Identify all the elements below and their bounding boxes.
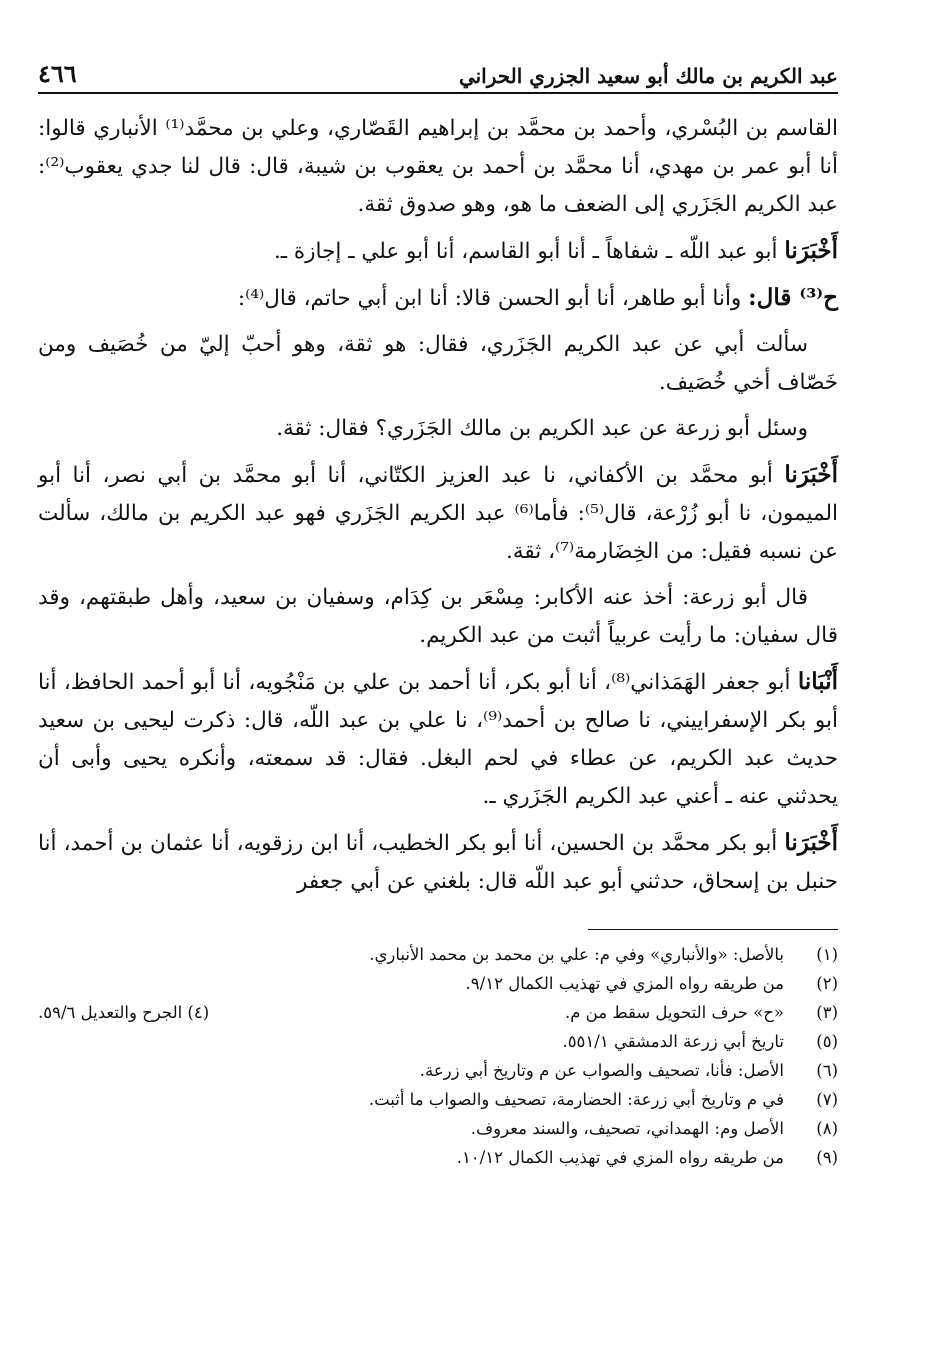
footnote-text: من طريقه رواه المزي في تهذيب الكمال ١٠/١٢. [456,1148,784,1167]
page-header [38,40,838,94]
footnote-separator [588,929,838,930]
footnote [38,1056,838,1085]
paragraph [38,110,838,224]
paragraph [38,279,838,318]
footnote-number: (٩) [816,1148,838,1167]
paragraph-text: سألت أبي عن عبد الكريم الجَزَري، فقال: هو ثقة، وهو أحبّ إليّ من خُصَيف ومن خَصّاف أخي خُصَيف. [38,332,838,395]
page [38,40,838,1330]
footnote-text: الأصل: فأنا، تصحيف والصواب عن م وتاريخ أبي زرعة. [419,1061,784,1080]
footnote-secondary [38,998,209,1027]
footnote-text: من طريقه رواه المزي في تهذيب الكمال ٩/١٢. [465,974,784,993]
footnote-text: «ح» حرف التحويل سقط من م. [564,1003,784,1022]
footnote-text: تاريخ أبي زرعة الدمشقي ٥٥١/١. [562,1032,784,1051]
footnote-number: (٨) [816,1119,838,1138]
paragraph [38,824,838,901]
paragraph-text: أبو بكر محمَّد بن الحسين، أنا أبو بكر الخطيب، أنا ابن رزقويه، أنا عثمان بن أحمد، أنا حنبل بن إسحاق، حدثني أبو عبد اللّه قال: بلغني عن أبي جعفر [38,831,838,894]
paragraph-lead: أَنْبَانا [797,668,838,695]
footnote-number: (٧) [816,1090,838,1109]
footnote [38,969,838,998]
footnote-text: في م وتاريخ أبي زرعة: الحضارمة، تصحيف والصواب ما أثبت. [368,1090,784,1109]
footnote-text: بالأصل: «والأنباري» وفي م: علي بن محمد بن محمد الأنباري. [369,945,784,964]
running-title: عبد الكريم بن مالك أبو سعيد الجزري الحراني [458,64,838,88]
footnote [38,1114,838,1143]
footnote-text: الجرح والتعديل ٥٩/٦. [38,1003,183,1022]
footnote-number: (٤) [182,1003,210,1022]
paragraph [38,326,838,402]
footnote [38,1027,838,1056]
paragraph-text: قال أبو زرعة: أخذ عنه الأكابر: مِسْعَر بن كِدَام، وسفيان بن سعيد، وأهل طبقتهم، وقد قال سفيان: ما رأيت عربياً أثبت من عبد الكريم. [38,585,838,648]
paragraph-text: أبو جعفر الهَمَذاني⁽⁸⁾، أنا أبو بكر، أنا أحمد بن علي بن مَنْجُويه، أنا أبو أحمد الحافظ، أنا أبو بكر الإسفراييني، نا صالح بن أحمد⁽⁹⁾، نا علي بن عبد اللّه، قال: ذكرت ليحيى بن سعيد حديث عبد الكريم، عن عطاء في لحم البغل. فقال: قد سمعته، وأنكره يحيى وأبى أن يحدثني عنه ـ أعني عبد الكريم الجَزَري ـ. [38,670,838,809]
footnote-number: (٥) [816,1032,838,1051]
paragraph-lead: ح⁽³⁾ قال: [748,284,838,311]
footnote-text: الأصل وم: الهمداني، تصحيف، والسند معروف. [470,1119,784,1138]
main-text [38,110,838,901]
footnote-number: (٦) [816,1061,838,1080]
paragraph [38,410,838,448]
paragraph-lead: أَخْبَرَنا [784,461,838,488]
footnote [38,940,838,969]
paragraph-text: القاسم بن البُسْري، وأحمد بن محمَّد بن إبراهيم القَصّاري، وعلي بن محمَّد⁽¹⁾ الأنباري قالوا: أنا أبو عمر بن مهدي، أنا محمَّد بن أحمد بن يعقوب بن شيبة، قال: قال لنا جدي يعقوب⁽²⁾: عبد الكريم الجَزَري إلى الضعف ما هو، وهو صدوق ثقة. [38,116,839,217]
footnotes [38,940,838,1172]
footnote [38,1143,838,1172]
footnote [38,998,838,1027]
footnote-number: (١) [816,945,838,964]
paragraph-lead: أَخْبَرَنا [784,237,838,264]
paragraph-text: وسئل أبو زرعة عن عبد الكريم بن مالك الجَزَري؟ فقال: ثقة. [276,416,808,441]
footnote [38,1085,838,1114]
paragraph-text: وأنا أبو طاهر، أنا أبو الحسن قالا: أنا ابن أبي حاتم، قال⁽⁴⁾: [237,286,749,311]
footnote-number: (٢) [816,974,838,993]
paragraph [38,232,838,271]
paragraph [38,579,838,655]
paragraph-lead: أَخْبَرَنا [784,829,838,856]
paragraph-text: أبو محمَّد بن الأكفاني، نا عبد العزيز الكتّاني، أنا أبو محمَّد بن أبي نصر، أنا أبو الميمون، نا أبو زُرْعة، قال⁽⁵⁾: فأما⁽⁶⁾ عبد الكريم الجَزَري فهو عبد الكريم بن مالك، سألت عن نسبه فقيل: من الخِضَارمة⁽⁷⁾، ثقة. [38,463,838,564]
page-number: ٤٦٦ [38,59,77,88]
paragraph-text: أبو عبد اللّه ـ شفاهاً ـ أنا أبو القاسم، أنا أبو علي ـ إجازة ـ. [273,239,785,264]
footnote-number: (٣) [816,1003,838,1022]
paragraph [38,456,838,571]
paragraph [38,663,838,816]
